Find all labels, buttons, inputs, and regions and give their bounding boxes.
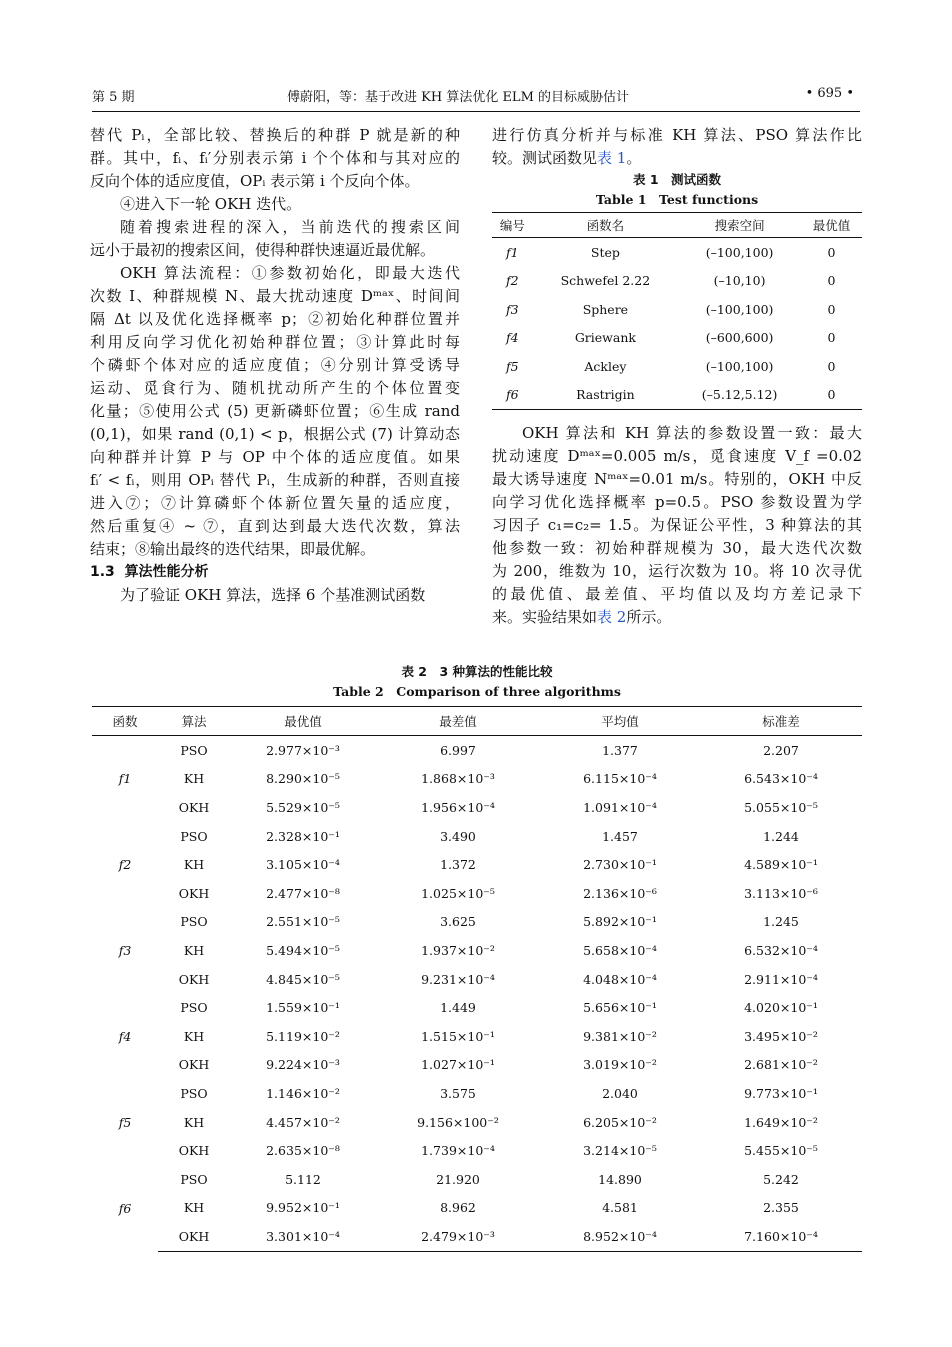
table-row [492, 295, 862, 324]
function-id-cell: f6 [118, 1200, 132, 1216]
table1-header-cell: 编号 [492, 213, 533, 238]
value-cell: 5.112 [285, 1171, 321, 1187]
table2-header-cell: 最差值 [376, 707, 540, 736]
paragraph-line: 隔 Δt 以及优化选择概率 p；②初始化种群位置并 [90, 310, 460, 328]
paragraph-line: 然后重复④ ~ ⑦，直到达到最大迭代次数，算法 [90, 517, 460, 535]
table-row [92, 1108, 862, 1137]
table2-header-row [92, 707, 862, 736]
table-row [92, 765, 862, 794]
value-cell: 2.681×10⁻² [744, 1057, 818, 1073]
value-cell: 2.911×10⁻⁴ [744, 971, 818, 987]
paragraph-line: ④进入下一轮 OKH 迭代。 [120, 195, 302, 213]
value-cell: 4.845×10⁻⁵ [266, 971, 340, 987]
paragraph-line: 进行仿真分析并与标准 KH 算法、PSO 算法作比 [492, 126, 862, 144]
table1-caption-en: Table 1 Test functions [595, 192, 759, 207]
value-cell: 1.377 [602, 742, 638, 758]
paragraph-line: 他参数一致：初始种群规模为 30，最大迭代次数 [492, 539, 862, 557]
value-cell: 2.635×10⁻⁸ [266, 1143, 340, 1159]
value-cell: 2.477×10⁻⁸ [266, 885, 340, 901]
value-cell: 1.649×10⁻² [744, 1114, 818, 1130]
function-id-cell: f5 [118, 1114, 132, 1130]
table-row [92, 1079, 862, 1108]
spacer [492, 410, 862, 422]
value-cell: 3.575 [440, 1085, 476, 1101]
table-row [92, 908, 862, 937]
table2-body [92, 736, 862, 1252]
table-row [92, 850, 862, 879]
table1-header-row [492, 213, 862, 238]
paragraph-line: 化量；⑤使用公式 (5) 更新磷虾位置；⑥生成 rand [90, 402, 460, 420]
section-title: 算法性能分析 [124, 564, 209, 580]
table-cell: Step [590, 244, 620, 260]
value-cell: 21.920 [436, 1171, 480, 1187]
value-cell: 9.224×10⁻³ [266, 1057, 340, 1073]
value-cell: 4.581 [602, 1200, 638, 1216]
table2-header-cell: 平均值 [540, 707, 700, 736]
value-cell: 1.244 [763, 828, 799, 844]
table1-header-cell: 函数名 [533, 213, 678, 238]
paragraph-line: 向种群并计算 P 与 OP 中个体的适应度值。如果 [90, 448, 460, 466]
table-cell: Sphere [582, 301, 629, 317]
page-number: • 695 • [805, 86, 854, 101]
table-row [92, 879, 862, 908]
text-span: 较。测试函数见 [492, 149, 598, 167]
algorithm-cell: PSO [180, 914, 208, 930]
algorithm-cell: KH [183, 1200, 205, 1216]
function-id-cell: f3 [118, 942, 132, 958]
paragraph-line [492, 147, 862, 170]
value-cell: 5.494×10⁻⁵ [266, 942, 340, 958]
value-cell: 3.214×10⁻⁵ [583, 1143, 657, 1159]
paragraph-line: 群。其中，fᵢ、fᵢ′分别表示第 i 个个体和与其对应的 [90, 149, 460, 167]
table-cell: (–100,100) [705, 358, 774, 374]
table2-caption-en: Table 2 Comparison of three algorithms [333, 684, 621, 699]
value-cell: 3.495×10⁻² [744, 1028, 818, 1044]
algorithm-cell: KH [183, 857, 205, 873]
value-cell: 2.136×10⁻⁶ [583, 885, 657, 901]
table2-caption: 表 2 3 种算法的性能比较 [401, 664, 553, 679]
value-cell: 1.025×10⁻⁵ [421, 885, 495, 901]
table2 [92, 706, 862, 1252]
algorithm-cell: PSO [180, 1085, 208, 1101]
value-cell: 4.589×10⁻¹ [744, 857, 818, 873]
value-cell: 3.113×10⁻⁶ [744, 885, 818, 901]
table-cell: 0 [827, 273, 836, 289]
paragraph-line: 随着搜索进程的深入，当前迭代的搜索区间 [120, 218, 460, 236]
table-row [492, 324, 862, 353]
value-cell: 4.457×10⁻² [266, 1114, 340, 1130]
value-cell: 1.457 [602, 828, 638, 844]
function-id-cell: f4 [506, 330, 519, 346]
value-cell: 3.625 [440, 914, 476, 930]
running-header [92, 86, 860, 106]
value-cell: 2.207 [763, 742, 799, 758]
value-cell: 4.020×10⁻¹ [744, 1000, 818, 1016]
issue-number: 第 5 期 [92, 90, 135, 105]
value-cell: 3.105×10⁻⁴ [266, 857, 340, 873]
value-cell: 1.956×10⁻⁴ [421, 799, 495, 815]
table2-block [92, 662, 862, 1252]
right-column [492, 124, 862, 629]
table-row [92, 993, 862, 1022]
table-cell: Rastrigin [533, 381, 678, 410]
table-row [92, 1165, 862, 1194]
table1-header-cell: 最优值 [801, 213, 862, 238]
function-id-cell: f2 [506, 273, 519, 289]
right-paragraphs [492, 422, 862, 606]
value-cell: 1.091×10⁻⁴ [583, 799, 657, 815]
table-row [492, 267, 862, 296]
table2-header-cell: 最优值 [230, 707, 376, 736]
value-cell: 5.242 [763, 1171, 799, 1187]
value-cell: 2.355 [763, 1200, 799, 1216]
algorithm-cell: PSO [180, 1000, 208, 1016]
algorithm-cell: OKH [178, 799, 210, 815]
algorithm-cell: OKH [178, 1143, 210, 1159]
table-row [492, 381, 862, 410]
table-row [92, 1022, 862, 1051]
algorithm-cell: PSO [180, 828, 208, 844]
function-id-cell: f4 [118, 1028, 132, 1044]
function-id-cell: f1 [118, 771, 132, 787]
function-id-cell: f1 [506, 244, 519, 260]
table-row [492, 352, 862, 381]
value-cell: 2.730×10⁻¹ [583, 857, 657, 873]
value-cell: 9.156×100⁻² [417, 1114, 499, 1130]
left-column [90, 124, 460, 607]
value-cell: 1.937×10⁻² [421, 942, 495, 958]
paragraph-line: 习因子 c₁=c₂= 1.5。为保证公平性，3 种算法的其 [492, 516, 862, 534]
table-cell: 0 [827, 330, 836, 346]
value-cell: 9.773×10⁻¹ [744, 1085, 818, 1101]
value-cell: 1.449 [440, 1000, 476, 1016]
table-row [92, 1136, 862, 1165]
header-rule [92, 111, 860, 112]
algorithm-cell: KH [183, 1028, 205, 1044]
table2-header-cell: 函数 [92, 707, 158, 736]
value-cell: 1.027×10⁻¹ [421, 1057, 495, 1073]
value-cell: 8.952×10⁻⁴ [540, 1222, 700, 1251]
table1-link[interactable]: 表 1 [597, 149, 627, 167]
function-id-cell: f5 [506, 358, 519, 374]
paragraph-line: OKH 算法和 KH 算法的参数设置一致：最大 [522, 424, 862, 442]
value-cell: 2.977×10⁻³ [266, 742, 340, 758]
value-cell: 1.515×10⁻¹ [421, 1028, 495, 1044]
table1-header-cell: 搜索空间 [678, 213, 801, 238]
table-cell: (–10,10) [713, 273, 766, 289]
table-cell: 0 [827, 358, 836, 374]
table-row [492, 238, 862, 267]
table-row [92, 965, 862, 994]
table-cell: (–600,600) [705, 330, 774, 346]
text-span: 来。实验结果如 [492, 608, 598, 626]
left-paragraphs [90, 124, 460, 561]
table1-body [492, 238, 862, 410]
paragraph-line: 替代 Pᵢ，全部比较、替换后的种群 P 就是新的种 [90, 126, 460, 144]
paragraph-line: 运动、觅食行为、随机扰动所产生的个体位置变 [90, 379, 460, 397]
table-cell: (–5.12,5.12) [678, 381, 801, 410]
value-cell: 6.115×10⁻⁴ [583, 771, 657, 787]
value-cell: 5.658×10⁻⁴ [583, 942, 657, 958]
paragraph-line: 次数 I、种群规模 N、最大扰动速度 Dᵐᵃˣ、时间间 [90, 287, 460, 305]
algorithm-cell: OKH [178, 971, 210, 987]
value-cell: 6.543×10⁻⁴ [744, 771, 818, 787]
function-id-cell: f3 [506, 301, 519, 317]
algorithm-cell: OKH [178, 1057, 210, 1073]
section-heading [90, 561, 460, 584]
value-cell: 9.381×10⁻² [583, 1028, 657, 1044]
table-cell: Schwefel 2.22 [560, 273, 651, 289]
value-cell: 14.890 [598, 1171, 642, 1187]
table-row [92, 1194, 862, 1223]
algorithm-cell: KH [183, 1114, 205, 1130]
value-cell: 1.868×10⁻³ [421, 771, 495, 787]
value-cell: 2.551×10⁻⁵ [266, 914, 340, 930]
value-cell: 2.479×10⁻³ [376, 1222, 540, 1251]
value-cell: 1.739×10⁻⁴ [421, 1143, 495, 1159]
paragraph-line: OKH 算法流程：①参数初始化，即最大迭代 [120, 264, 460, 282]
algorithm-cell: PSO [180, 1171, 208, 1187]
table2-link[interactable]: 表 2 [597, 608, 627, 626]
value-cell: 5.529×10⁻⁵ [266, 799, 340, 815]
table-cell: (–100,100) [705, 244, 774, 260]
paragraph-line: 利用反向学习优化初始种群位置；③计算此时每 [90, 333, 460, 351]
value-cell: 4.048×10⁻⁴ [583, 971, 657, 987]
value-cell: 9.231×10⁻⁴ [421, 971, 495, 987]
value-cell: 9.952×10⁻¹ [266, 1200, 340, 1216]
algorithm-cell: PSO [180, 742, 208, 758]
value-cell: 6.205×10⁻² [583, 1114, 657, 1130]
table-row [92, 793, 862, 822]
algorithm-cell: OKH [178, 885, 210, 901]
value-cell: 3.019×10⁻² [583, 1057, 657, 1073]
table-cell: (–100,100) [705, 301, 774, 317]
table-cell: 0 [827, 244, 836, 260]
value-cell: 5.656×10⁻¹ [583, 1000, 657, 1016]
value-cell: 1.559×10⁻¹ [266, 1000, 340, 1016]
value-cell: 5.055×10⁻⁵ [744, 799, 818, 815]
table-cell: 0 [801, 381, 862, 410]
table-row [92, 1051, 862, 1080]
paragraph-line: 远小于最初的搜索区间，使得种群快速逼近最优解。 [90, 241, 436, 259]
table-cell: 0 [827, 301, 836, 317]
text-span: 。 [626, 149, 642, 167]
value-cell: 5.119×10⁻² [266, 1028, 340, 1044]
paragraph-line: 为了验证 OKH 算法，选择 6 个基准测试函数 [120, 586, 426, 604]
table2-header-cell: 算法 [158, 707, 230, 736]
paragraph-line: 为 200，维数为 10，运行次数为 10。将 10 次寻优 [492, 562, 862, 580]
paragraph-line [492, 606, 862, 629]
value-cell: 3.301×10⁻⁴ [230, 1222, 376, 1251]
paragraph-line: 个磷虾个体对应的适应度值；④分别计算受诱导 [90, 356, 460, 374]
value-cell: 5.892×10⁻¹ [583, 914, 657, 930]
paragraph-line: 的最优值、最差值、平均值以及均方差记录下 [492, 585, 862, 603]
algorithm-cell: KH [183, 942, 205, 958]
table2-header-cell: 标准差 [700, 707, 862, 736]
table-row [92, 1222, 862, 1251]
paragraph-line: fᵢ′ < fᵢ，则用 OPᵢ 替代 Pᵢ，生成新的种群，否则直接 [90, 471, 460, 489]
table-row [92, 736, 862, 765]
paragraph-line: 扰动速度 Dᵐᵃˣ=0.005 m/s，觅食速度 V_f =0.02 [492, 447, 862, 465]
function-id-cell: f6 [492, 381, 533, 410]
value-cell: 3.490 [440, 828, 476, 844]
paragraph-line: 向学习优化选择概率 p=0.5。PSO 参数设置为学 [492, 493, 862, 511]
section-number: 1.3 [90, 564, 115, 580]
value-cell: 1.245 [763, 914, 799, 930]
paragraph-line: 结束；⑧输出最终的迭代结果，即最优解。 [90, 540, 376, 558]
table-cell: Griewank [574, 330, 636, 346]
paragraph-line: 进入⑦；⑦计算磷虾个体新位置矢量的适应度， [90, 494, 460, 512]
algorithm-cell: OKH [158, 1222, 230, 1251]
table1-caption: 表 1 测试函数 [632, 172, 722, 187]
value-cell: 7.160×10⁻⁴ [700, 1222, 862, 1251]
value-cell: 8.290×10⁻⁵ [266, 771, 340, 787]
value-cell: 8.962 [440, 1200, 476, 1216]
value-cell: 6.997 [440, 742, 476, 758]
table1 [492, 212, 862, 410]
value-cell: 2.040 [602, 1085, 638, 1101]
value-cell: 5.455×10⁻⁵ [744, 1143, 818, 1159]
value-cell: 1.146×10⁻² [266, 1085, 340, 1101]
algorithm-cell: KH [183, 771, 205, 787]
table-row [92, 822, 862, 851]
value-cell: 6.532×10⁻⁴ [744, 942, 818, 958]
header-title: 傅蔚阳，等：基于改进 KH 算法优化 ELM 的目标威胁估计 [287, 90, 630, 105]
paragraph-line: 最大诱导速度 Nᵐᵃˣ=0.01 m/s。特别的，OKH 中反 [492, 470, 862, 488]
table-row [92, 936, 862, 965]
table-cell: Ackley [584, 358, 627, 374]
paragraph-line: 反向个体的适应度值，OPᵢ 表示第 i 个反向个体。 [90, 172, 420, 190]
text-span: 所示。 [626, 608, 672, 626]
paragraph-line: (0,1)，如果 rand (0,1) < p，根据公式 (7) 计算动态 [90, 425, 460, 443]
function-id-cell: f2 [118, 857, 132, 873]
value-cell: 2.328×10⁻¹ [266, 828, 340, 844]
value-cell: 1.372 [440, 857, 476, 873]
